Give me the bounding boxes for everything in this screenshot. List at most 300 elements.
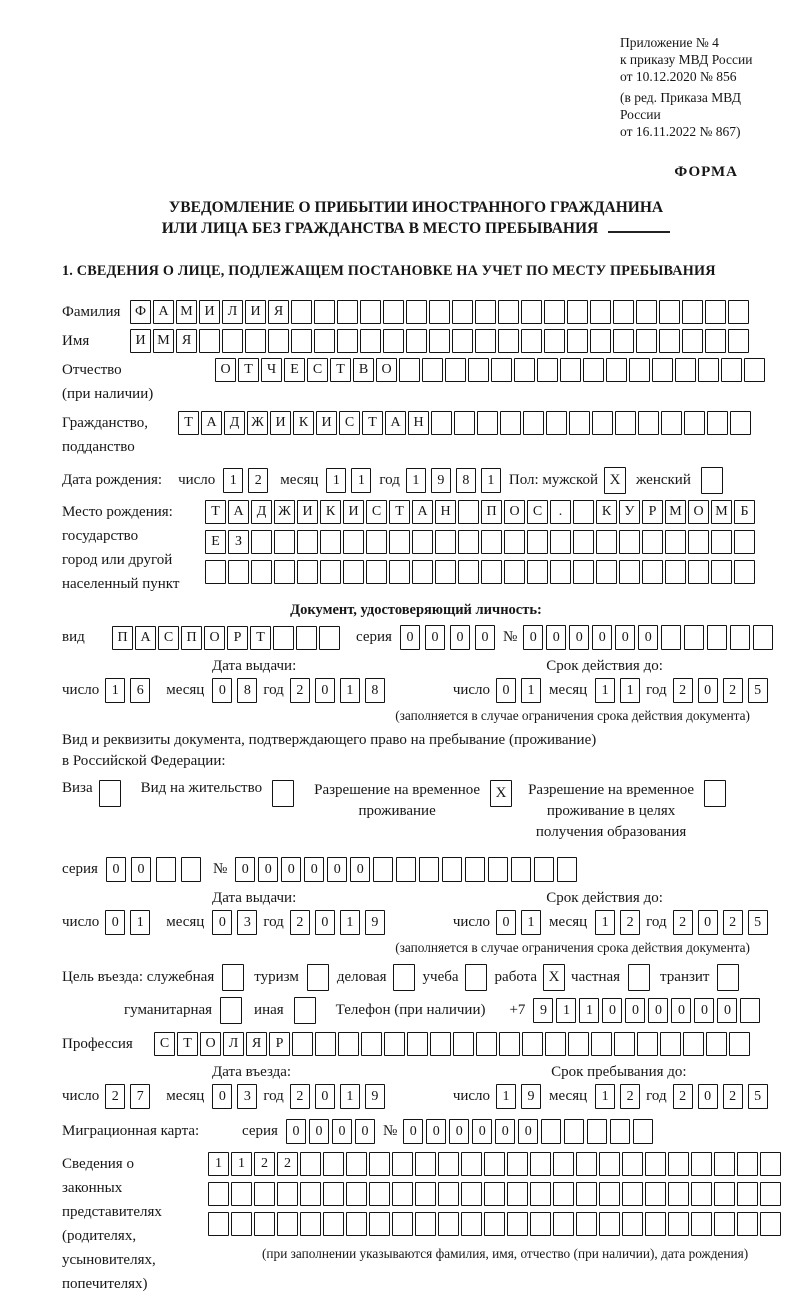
form-cell[interactable]: [573, 500, 594, 524]
form-cell[interactable]: [435, 530, 456, 554]
form-cell[interactable]: Т: [177, 1032, 198, 1056]
form-cell[interactable]: [300, 1152, 321, 1176]
form-cell[interactable]: 2: [290, 1084, 310, 1109]
form-cell[interactable]: 0: [258, 857, 278, 882]
form-cell[interactable]: [346, 1182, 367, 1206]
form-cell[interactable]: [622, 1152, 643, 1176]
form-cell[interactable]: [484, 1212, 505, 1236]
form-cell[interactable]: [628, 964, 650, 991]
form-cell[interactable]: [550, 560, 571, 584]
form-cell[interactable]: [544, 300, 565, 324]
form-cell[interactable]: [254, 1182, 275, 1206]
form-cell[interactable]: [521, 329, 542, 353]
form-cell[interactable]: 0: [648, 998, 668, 1023]
form-cell[interactable]: 0: [309, 1119, 329, 1144]
form-cell[interactable]: К: [320, 500, 341, 524]
form-cell[interactable]: [576, 1152, 597, 1176]
form-cell[interactable]: М: [665, 500, 686, 524]
form-cell[interactable]: 2: [673, 1084, 693, 1109]
form-cell[interactable]: [507, 1182, 528, 1206]
form-cell[interactable]: [338, 1032, 359, 1056]
form-cell[interactable]: 0: [495, 1119, 515, 1144]
form-cell[interactable]: О: [204, 626, 225, 650]
form-cell[interactable]: Б: [734, 500, 755, 524]
form-cell[interactable]: [429, 300, 450, 324]
form-cell[interactable]: [337, 300, 358, 324]
form-cell[interactable]: [323, 1212, 344, 1236]
form-cell[interactable]: [590, 329, 611, 353]
form-cell[interactable]: [596, 560, 617, 584]
form-cell[interactable]: 2: [723, 1084, 743, 1109]
form-cell[interactable]: 0: [625, 998, 645, 1023]
form-cell[interactable]: [245, 329, 266, 353]
form-cell[interactable]: [668, 1182, 689, 1206]
form-cell[interactable]: [706, 1032, 727, 1056]
form-cell[interactable]: Ж: [274, 500, 295, 524]
form-cell[interactable]: [337, 329, 358, 353]
form-cell[interactable]: [534, 857, 554, 882]
form-cell[interactable]: 2: [620, 1084, 640, 1109]
form-cell[interactable]: [392, 1182, 413, 1206]
form-cell[interactable]: 2: [723, 910, 743, 935]
form-cell[interactable]: Т: [238, 358, 259, 382]
form-cell[interactable]: П: [181, 626, 202, 650]
form-cell[interactable]: 1: [208, 1152, 229, 1176]
form-cell[interactable]: [652, 358, 673, 382]
form-cell[interactable]: [222, 964, 244, 991]
form-cell[interactable]: Р: [269, 1032, 290, 1056]
form-cell[interactable]: [435, 560, 456, 584]
form-cell[interactable]: [504, 560, 525, 584]
form-cell[interactable]: [728, 329, 749, 353]
form-cell[interactable]: Р: [642, 500, 663, 524]
form-cell[interactable]: [592, 411, 613, 435]
form-cell[interactable]: 0: [281, 857, 301, 882]
form-cell[interactable]: 0: [131, 857, 151, 882]
form-cell[interactable]: 0: [496, 678, 516, 703]
form-cell[interactable]: 1: [406, 468, 426, 493]
form-cell[interactable]: [665, 530, 686, 554]
form-cell[interactable]: [714, 1152, 735, 1176]
form-cell[interactable]: Н: [435, 500, 456, 524]
form-cell[interactable]: К: [293, 411, 314, 435]
form-cell[interactable]: [587, 1119, 607, 1144]
form-cell[interactable]: 2: [723, 678, 743, 703]
form-cell[interactable]: [475, 300, 496, 324]
form-cell[interactable]: [711, 560, 732, 584]
form-cell[interactable]: [477, 411, 498, 435]
form-cell[interactable]: С: [339, 411, 360, 435]
form-cell[interactable]: [407, 1032, 428, 1056]
form-cell[interactable]: 1: [521, 678, 541, 703]
form-cell[interactable]: [461, 1182, 482, 1206]
form-cell[interactable]: П: [112, 626, 133, 650]
form-cell[interactable]: [461, 1152, 482, 1176]
form-cell[interactable]: [396, 857, 416, 882]
form-cell[interactable]: И: [270, 411, 291, 435]
form-cell[interactable]: П: [481, 500, 502, 524]
form-cell[interactable]: [346, 1212, 367, 1236]
form-cell[interactable]: [500, 411, 521, 435]
form-cell[interactable]: Т: [178, 411, 199, 435]
form-cell[interactable]: 2: [254, 1152, 275, 1176]
form-cell[interactable]: С: [366, 500, 387, 524]
form-cell[interactable]: [688, 560, 709, 584]
form-cell[interactable]: [737, 1212, 758, 1236]
form-cell[interactable]: 0: [523, 625, 543, 650]
form-cell[interactable]: [181, 857, 201, 882]
form-cell[interactable]: 1: [595, 678, 615, 703]
form-cell[interactable]: [567, 329, 588, 353]
form-cell[interactable]: Д: [251, 500, 272, 524]
form-cell[interactable]: К: [596, 500, 617, 524]
form-cell[interactable]: [573, 560, 594, 584]
form-cell[interactable]: [530, 1212, 551, 1236]
form-cell[interactable]: И: [199, 300, 220, 324]
form-cell[interactable]: [688, 530, 709, 554]
form-cell[interactable]: [231, 1182, 252, 1206]
form-cell[interactable]: Д: [224, 411, 245, 435]
form-cell[interactable]: [406, 300, 427, 324]
form-cell[interactable]: С: [154, 1032, 175, 1056]
form-cell[interactable]: [661, 625, 681, 650]
form-cell[interactable]: [475, 329, 496, 353]
form-cell[interactable]: [613, 300, 634, 324]
form-cell[interactable]: 0: [496, 910, 516, 935]
form-cell[interactable]: 8: [237, 678, 257, 703]
form-cell[interactable]: [383, 300, 404, 324]
form-cell[interactable]: [737, 1152, 758, 1176]
form-cell[interactable]: 0: [592, 625, 612, 650]
form-cell[interactable]: [521, 300, 542, 324]
form-cell[interactable]: [619, 530, 640, 554]
form-cell[interactable]: А: [153, 300, 174, 324]
form-cell[interactable]: [645, 1182, 666, 1206]
form-cell[interactable]: А: [412, 500, 433, 524]
form-cell[interactable]: [458, 560, 479, 584]
form-cell[interactable]: Я: [268, 300, 289, 324]
form-cell[interactable]: [633, 1119, 653, 1144]
form-cell[interactable]: [481, 560, 502, 584]
form-cell[interactable]: Я: [176, 329, 197, 353]
form-cell[interactable]: [415, 1152, 436, 1176]
form-cell[interactable]: [729, 1032, 750, 1056]
form-cell[interactable]: [544, 329, 565, 353]
form-cell[interactable]: О: [215, 358, 236, 382]
form-cell[interactable]: 1: [351, 468, 371, 493]
form-cell[interactable]: 1: [481, 468, 501, 493]
form-cell[interactable]: С: [527, 500, 548, 524]
form-cell[interactable]: 0: [450, 625, 470, 650]
form-cell[interactable]: 1: [105, 678, 125, 703]
form-cell[interactable]: [567, 300, 588, 324]
form-cell[interactable]: [415, 1182, 436, 1206]
form-cell[interactable]: 2: [673, 678, 693, 703]
form-cell[interactable]: 3: [237, 910, 257, 935]
form-cell[interactable]: 1: [620, 678, 640, 703]
form-cell[interactable]: 5: [748, 1084, 768, 1109]
form-cell[interactable]: [734, 530, 755, 554]
form-cell[interactable]: [550, 530, 571, 554]
form-cell[interactable]: 0: [315, 1084, 335, 1109]
form-cell[interactable]: [636, 329, 657, 353]
form-cell[interactable]: 0: [106, 857, 126, 882]
form-cell[interactable]: [208, 1212, 229, 1236]
form-cell[interactable]: [599, 1152, 620, 1176]
form-cell[interactable]: Р: [227, 626, 248, 650]
form-cell[interactable]: [360, 300, 381, 324]
form-cell[interactable]: [576, 1212, 597, 1236]
form-cell[interactable]: [753, 625, 773, 650]
form-cell[interactable]: [415, 1212, 436, 1236]
form-cell[interactable]: [659, 300, 680, 324]
form-cell[interactable]: [613, 329, 634, 353]
form-cell[interactable]: 9: [365, 910, 385, 935]
form-cell[interactable]: 0: [327, 857, 347, 882]
form-cell[interactable]: 0: [698, 678, 718, 703]
form-cell[interactable]: [683, 1032, 704, 1056]
form-cell[interactable]: [645, 1212, 666, 1236]
form-cell[interactable]: [99, 780, 121, 807]
form-cell[interactable]: [661, 411, 682, 435]
form-cell[interactable]: [541, 1119, 561, 1144]
form-cell[interactable]: Т: [205, 500, 226, 524]
form-cell[interactable]: [698, 358, 719, 382]
form-cell[interactable]: [614, 1032, 635, 1056]
form-cell[interactable]: [569, 411, 590, 435]
form-cell[interactable]: [545, 1032, 566, 1056]
form-cell[interactable]: 0: [426, 1119, 446, 1144]
form-cell[interactable]: [523, 411, 544, 435]
form-cell[interactable]: 1: [579, 998, 599, 1023]
form-cell[interactable]: [369, 1182, 390, 1206]
form-cell[interactable]: [406, 329, 427, 353]
form-cell[interactable]: И: [245, 300, 266, 324]
form-cell[interactable]: [465, 857, 485, 882]
form-cell[interactable]: [343, 560, 364, 584]
form-cell[interactable]: [684, 625, 704, 650]
form-cell[interactable]: [300, 1212, 321, 1236]
form-cell[interactable]: [560, 358, 581, 382]
form-cell[interactable]: Я: [246, 1032, 267, 1056]
form-cell[interactable]: [384, 1032, 405, 1056]
form-cell[interactable]: [291, 300, 312, 324]
form-cell[interactable]: [701, 467, 723, 494]
form-cell[interactable]: [231, 1212, 252, 1236]
form-cell[interactable]: [297, 560, 318, 584]
form-cell[interactable]: Е: [205, 530, 226, 554]
form-cell[interactable]: Ж: [247, 411, 268, 435]
form-cell[interactable]: [419, 857, 439, 882]
form-cell[interactable]: [452, 329, 473, 353]
form-cell[interactable]: [610, 1119, 630, 1144]
form-cell[interactable]: 0: [615, 625, 635, 650]
form-cell[interactable]: 3: [237, 1084, 257, 1109]
form-cell[interactable]: [675, 358, 696, 382]
form-cell[interactable]: 1: [231, 1152, 252, 1176]
form-cell[interactable]: [199, 329, 220, 353]
form-cell[interactable]: [668, 1212, 689, 1236]
form-cell[interactable]: 0: [400, 625, 420, 650]
form-cell[interactable]: [527, 560, 548, 584]
form-cell[interactable]: 2: [105, 1084, 125, 1109]
form-cell[interactable]: [272, 780, 294, 807]
form-cell[interactable]: 0: [569, 625, 589, 650]
form-cell[interactable]: [622, 1212, 643, 1236]
form-cell[interactable]: [254, 1212, 275, 1236]
form-cell[interactable]: [156, 857, 176, 882]
form-cell[interactable]: 6: [130, 678, 150, 703]
form-cell[interactable]: У: [619, 500, 640, 524]
form-cell[interactable]: [346, 1152, 367, 1176]
form-cell[interactable]: [452, 300, 473, 324]
form-cell[interactable]: [277, 1212, 298, 1236]
form-cell[interactable]: [438, 1182, 459, 1206]
form-cell[interactable]: [291, 329, 312, 353]
form-cell[interactable]: 0: [698, 1084, 718, 1109]
form-cell[interactable]: [392, 1212, 413, 1236]
form-cell[interactable]: [629, 358, 650, 382]
form-cell[interactable]: [511, 857, 531, 882]
form-cell[interactable]: [429, 329, 450, 353]
form-cell[interactable]: 8: [365, 678, 385, 703]
form-cell[interactable]: [714, 1182, 735, 1206]
form-cell[interactable]: 0: [403, 1119, 423, 1144]
form-cell[interactable]: 9: [521, 1084, 541, 1109]
form-cell[interactable]: X: [490, 780, 512, 807]
form-cell[interactable]: А: [228, 500, 249, 524]
form-cell[interactable]: [576, 1182, 597, 1206]
form-cell[interactable]: 0: [286, 1119, 306, 1144]
form-cell[interactable]: [704, 780, 726, 807]
form-cell[interactable]: [412, 560, 433, 584]
form-cell[interactable]: [553, 1212, 574, 1236]
form-cell[interactable]: [546, 411, 567, 435]
form-cell[interactable]: [514, 358, 535, 382]
form-cell[interactable]: [484, 1182, 505, 1206]
form-cell[interactable]: Т: [330, 358, 351, 382]
form-cell[interactable]: [314, 329, 335, 353]
form-cell[interactable]: 9: [365, 1084, 385, 1109]
form-cell[interactable]: [274, 530, 295, 554]
form-cell[interactable]: [682, 300, 703, 324]
form-cell[interactable]: [636, 300, 657, 324]
form-cell[interactable]: [659, 329, 680, 353]
form-cell[interactable]: 0: [472, 1119, 492, 1144]
form-cell[interactable]: [438, 1212, 459, 1236]
form-cell[interactable]: А: [385, 411, 406, 435]
form-cell[interactable]: [373, 857, 393, 882]
form-cell[interactable]: [431, 411, 452, 435]
form-cell[interactable]: 2: [620, 910, 640, 935]
form-cell[interactable]: [591, 1032, 612, 1056]
form-cell[interactable]: [468, 358, 489, 382]
form-cell[interactable]: И: [316, 411, 337, 435]
form-cell[interactable]: [498, 329, 519, 353]
form-cell[interactable]: [300, 1182, 321, 1206]
form-cell[interactable]: [454, 411, 475, 435]
form-cell[interactable]: .: [550, 500, 571, 524]
form-cell[interactable]: Т: [389, 500, 410, 524]
form-cell[interactable]: З: [228, 530, 249, 554]
form-cell[interactable]: 2: [290, 910, 310, 935]
form-cell[interactable]: 0: [315, 910, 335, 935]
form-cell[interactable]: X: [604, 467, 626, 494]
form-cell[interactable]: 0: [304, 857, 324, 882]
form-cell[interactable]: А: [135, 626, 156, 650]
form-cell[interactable]: [315, 1032, 336, 1056]
form-cell[interactable]: Т: [362, 411, 383, 435]
form-cell[interactable]: [730, 625, 750, 650]
form-cell[interactable]: [557, 857, 577, 882]
form-cell[interactable]: [307, 964, 329, 991]
form-cell[interactable]: [564, 1119, 584, 1144]
form-cell[interactable]: [705, 329, 726, 353]
form-cell[interactable]: 2: [673, 910, 693, 935]
form-cell[interactable]: С: [307, 358, 328, 382]
form-cell[interactable]: [389, 560, 410, 584]
form-cell[interactable]: Ф: [130, 300, 151, 324]
form-cell[interactable]: [422, 358, 443, 382]
form-cell[interactable]: Л: [222, 300, 243, 324]
form-cell[interactable]: [537, 358, 558, 382]
form-cell[interactable]: 2: [248, 468, 268, 493]
form-cell[interactable]: [430, 1032, 451, 1056]
form-cell[interactable]: [660, 1032, 681, 1056]
form-cell[interactable]: [274, 560, 295, 584]
form-cell[interactable]: 0: [717, 998, 737, 1023]
form-cell[interactable]: 8: [456, 468, 476, 493]
form-cell[interactable]: О: [376, 358, 397, 382]
form-cell[interactable]: [412, 530, 433, 554]
form-cell[interactable]: [527, 530, 548, 554]
form-cell[interactable]: И: [130, 329, 151, 353]
form-cell[interactable]: [273, 626, 294, 650]
form-cell[interactable]: [369, 1152, 390, 1176]
form-cell[interactable]: Ч: [261, 358, 282, 382]
form-cell[interactable]: [277, 1182, 298, 1206]
form-cell[interactable]: 2: [290, 678, 310, 703]
form-cell[interactable]: [360, 329, 381, 353]
form-cell[interactable]: [583, 358, 604, 382]
form-cell[interactable]: 5: [748, 678, 768, 703]
form-cell[interactable]: 0: [638, 625, 658, 650]
form-cell[interactable]: [292, 1032, 313, 1056]
form-cell[interactable]: В: [353, 358, 374, 382]
form-cell[interactable]: [465, 964, 487, 991]
form-cell[interactable]: [740, 998, 760, 1023]
form-cell[interactable]: 0: [355, 1119, 375, 1144]
form-cell[interactable]: [296, 626, 317, 650]
form-cell[interactable]: М: [176, 300, 197, 324]
form-cell[interactable]: [445, 358, 466, 382]
form-cell[interactable]: 0: [235, 857, 255, 882]
form-cell[interactable]: 1: [595, 1084, 615, 1109]
form-cell[interactable]: [393, 964, 415, 991]
form-cell[interactable]: [484, 1152, 505, 1176]
form-cell[interactable]: 9: [533, 998, 553, 1023]
form-cell[interactable]: [530, 1182, 551, 1206]
form-cell[interactable]: [615, 411, 636, 435]
form-cell[interactable]: [205, 560, 226, 584]
form-cell[interactable]: 0: [315, 678, 335, 703]
form-cell[interactable]: [730, 411, 751, 435]
form-cell[interactable]: [366, 530, 387, 554]
form-cell[interactable]: [707, 625, 727, 650]
form-cell[interactable]: [361, 1032, 382, 1056]
form-cell[interactable]: [705, 300, 726, 324]
form-cell[interactable]: [590, 300, 611, 324]
